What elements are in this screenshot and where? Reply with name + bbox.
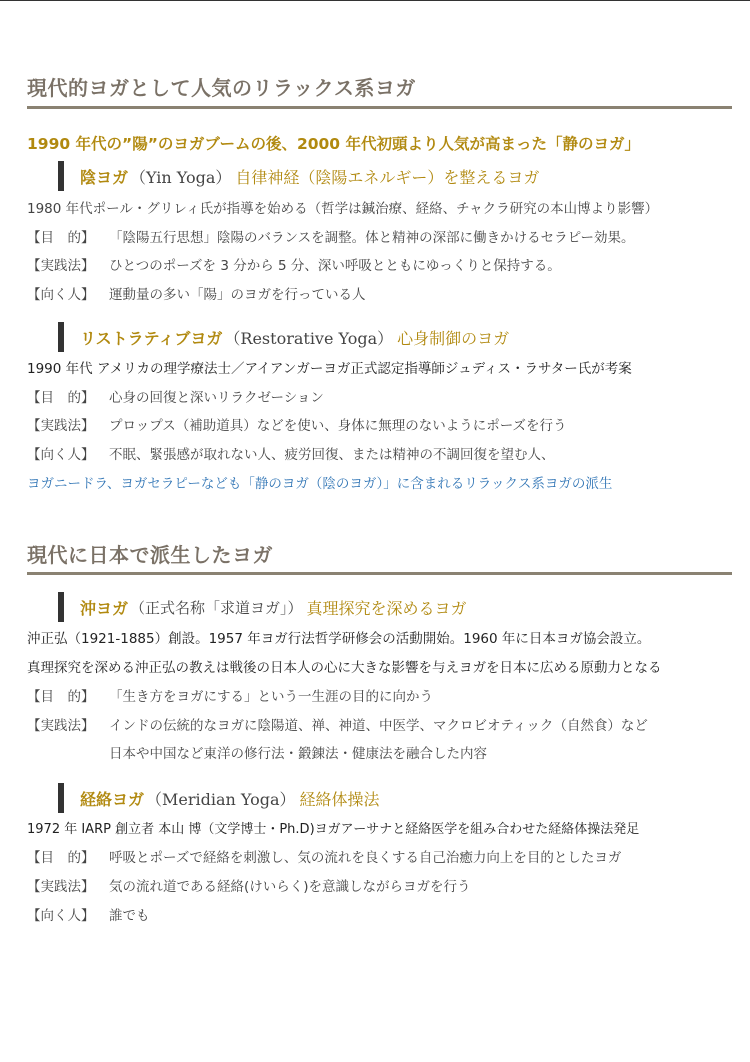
practice-text: ひとつのポーズを 3 分から 5 分、深い呼吸とともにゆっくりと保持する。 bbox=[109, 258, 561, 274]
practice-text: プロップス（補助道具）などを使い、身体に無理のないようにポーズを行う bbox=[109, 418, 567, 434]
derivative-note: ヨガニードラ、ヨガセラピーなども「静のヨガ（陰のヨガ）」に含まれるリラックス系ヨガの派生 bbox=[27, 476, 613, 492]
practice-label: 【実践法】 bbox=[27, 258, 95, 274]
purpose-label: 【目 的】 bbox=[27, 390, 95, 406]
yoga-name: リストラティブヨガ bbox=[80, 328, 223, 348]
yoga-description: 経絡体操法 bbox=[299, 789, 380, 809]
heading-marker-bar bbox=[58, 783, 64, 813]
section-title-relax-yoga: 現代的ヨガとして人気のリラックス系ヨガ bbox=[27, 76, 416, 100]
suited-row bbox=[27, 286, 366, 304]
yoga-description: 自律神経（陰陽エネルギー）を整えるヨガ bbox=[235, 167, 540, 187]
purpose-row bbox=[27, 688, 433, 706]
practice-row bbox=[27, 878, 471, 896]
yoga-heading-yin bbox=[58, 161, 539, 191]
heading-marker-bar bbox=[58, 322, 64, 352]
practice-label: 【実践法】 bbox=[27, 718, 95, 734]
purpose-row bbox=[27, 229, 635, 247]
suited-text: 運動量の多い「陽」のヨガを行っている人 bbox=[109, 287, 366, 303]
suited-text: 誰でも bbox=[109, 908, 150, 924]
yoga-formal-name: （正式名称「求道ヨガ」） bbox=[130, 598, 303, 617]
era-heading: 1990 年代の”陽”のヨガブームの後、2000 年代初頭より人気が高まった「静のヨガ」 bbox=[27, 135, 640, 153]
purpose-text: 「生き方をヨガにする」という一生涯の目的に向かう bbox=[109, 689, 433, 705]
yoga-history-line: 1972 年 IARP 創立者 本山 博（文学博士・Ph.D)ヨガアーサナと経絡医学を組み合わせた経絡体操法発足 bbox=[27, 822, 640, 837]
purpose-row bbox=[27, 389, 324, 407]
practice-row bbox=[27, 417, 567, 435]
yoga-heading-restorative bbox=[58, 322, 509, 352]
yoga-english-name: （Yin Yoga） bbox=[130, 167, 232, 187]
purpose-text: 呼吸とポーズで経絡を刺激し、気の流れを良くする自己治癒力向上を目的としたヨガ bbox=[109, 850, 622, 866]
practice-row bbox=[27, 257, 561, 275]
yoga-heading-oki bbox=[58, 592, 467, 622]
purpose-text: 「陰陽五行思想」陰陽のバランスを調整。体と精神の深部に働きかけるセラピー効果。 bbox=[109, 230, 635, 246]
yoga-heading-meridian bbox=[58, 783, 380, 813]
suited-label: 【向く人】 bbox=[27, 447, 95, 463]
purpose-label: 【目 的】 bbox=[27, 850, 95, 866]
practice-label: 【実践法】 bbox=[27, 879, 95, 895]
practice-row bbox=[27, 717, 648, 735]
yoga-history-line: 沖正弘（1921-1885）創設。1957 年ヨガ行法哲学研修会の活動開始。1960 年に日本ヨガ協会設立。 bbox=[27, 631, 651, 647]
practice-text: 気の流れ道である経絡(けいらく)を意識しながらヨガを行う bbox=[109, 879, 471, 895]
section-divider bbox=[27, 106, 732, 109]
top-border-line bbox=[0, 0, 750, 1]
suited-row bbox=[27, 446, 555, 464]
yoga-english-name: （Restorative Yoga） bbox=[224, 328, 394, 348]
heading-marker-bar bbox=[58, 592, 64, 622]
practice-text-continued: 日本や中国など東洋の修行法・鍛錬法・健康法を融合した内容 bbox=[109, 746, 487, 762]
purpose-row bbox=[27, 849, 621, 867]
yoga-history-line: 1980 年代ポール・グリレィ氏が指導を始める（哲学は鍼治療、経絡、チャクラ研究の本山博より影響） bbox=[27, 201, 659, 217]
section-title-japan-yoga: 現代に日本で派生したヨガ bbox=[27, 543, 273, 567]
yoga-name: 経絡ヨガ bbox=[80, 789, 145, 809]
purpose-text: 心身の回復と深いリラクゼーション bbox=[109, 390, 324, 406]
purpose-label: 【目 的】 bbox=[27, 689, 95, 705]
yoga-name: 陰ヨガ bbox=[80, 167, 129, 187]
suited-text: 不眠、緊張感が取れない人、疲労回復、または精神の不調回復を望む人、 bbox=[109, 447, 555, 463]
suited-label: 【向く人】 bbox=[27, 908, 95, 924]
practice-text: インドの伝統的なヨガに陰陽道、禅、神道、中医学、マクロビオティック（自然食）など bbox=[109, 718, 648, 734]
yoga-description: 真理探究を深めるヨガ bbox=[306, 598, 467, 618]
suited-row bbox=[27, 907, 150, 925]
yoga-english-name: （Meridian Yoga） bbox=[146, 789, 296, 809]
yoga-description: 心身制御のヨガ bbox=[397, 328, 510, 348]
yoga-history-line: 真理探究を深める沖正弘の教えは戦後の日本人の心に大きな影響を与えヨガを日本に広める原動力となる bbox=[27, 660, 662, 676]
suited-label: 【向く人】 bbox=[27, 287, 95, 303]
practice-label: 【実践法】 bbox=[27, 418, 95, 434]
yoga-name: 沖ヨガ bbox=[80, 598, 129, 618]
section-divider bbox=[27, 572, 732, 575]
purpose-label: 【目 的】 bbox=[27, 230, 95, 246]
yoga-history-line: 1990 年代 アメリカの理学療法士／アイアンガーヨガ正式認定指導師ジュディス・ラサター氏が考案 bbox=[27, 361, 632, 377]
heading-marker-bar bbox=[58, 161, 64, 191]
